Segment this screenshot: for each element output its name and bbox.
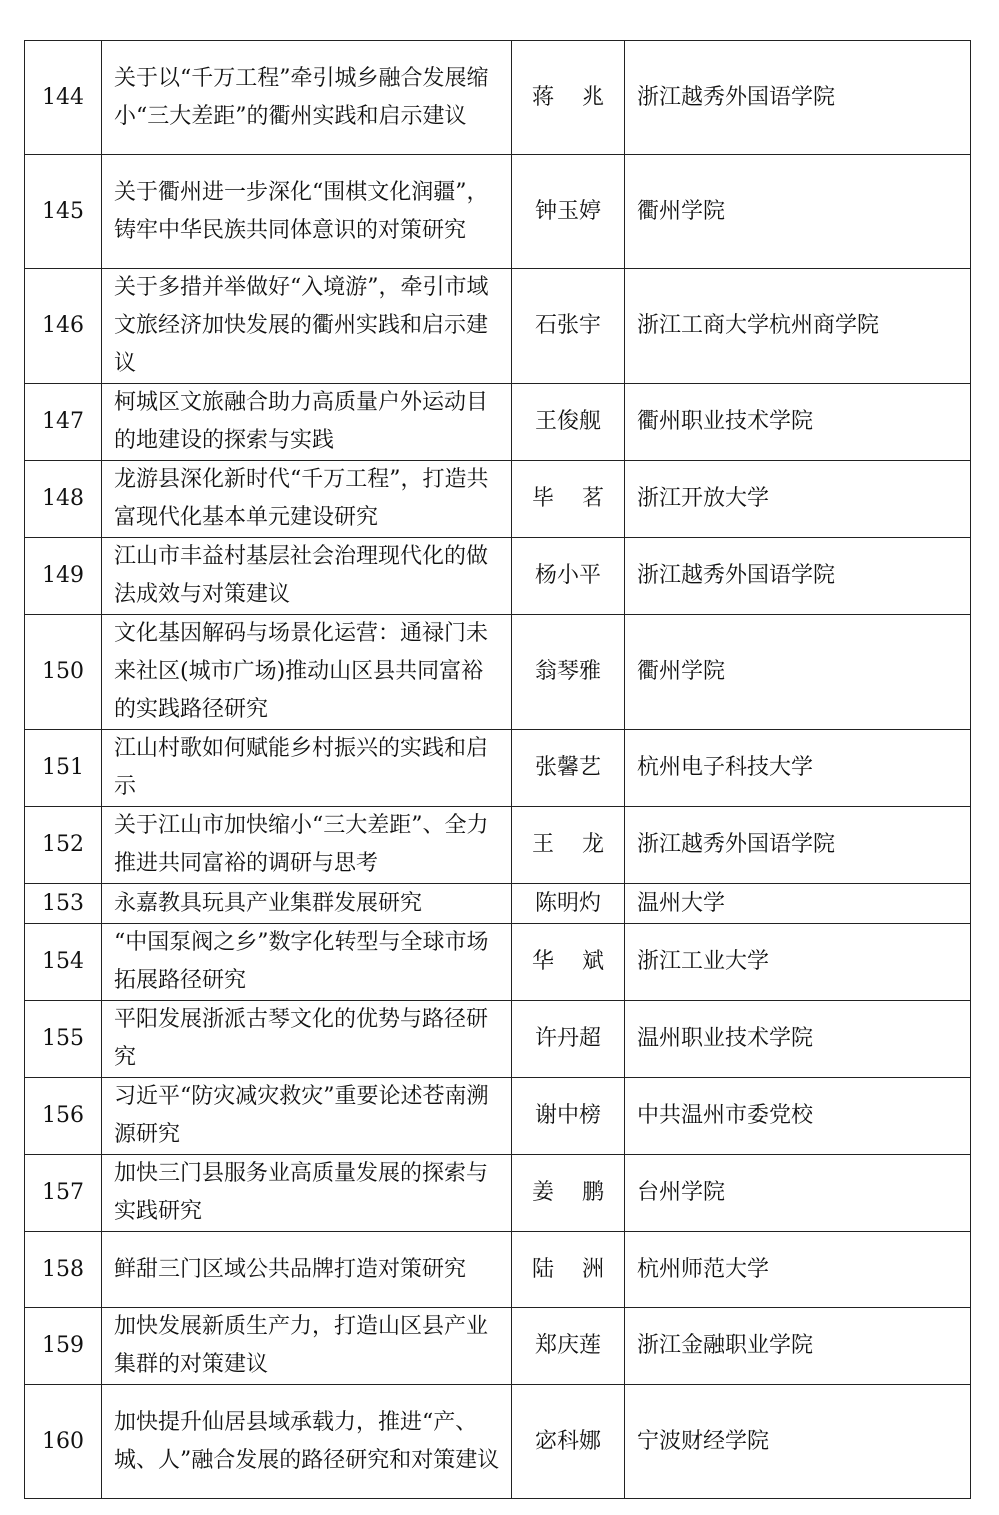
project-table-body [25,41,971,1499]
author-name-part: 斌 [582,949,605,974]
author-name-part: 洲 [582,1256,605,1282]
table-row [25,1155,971,1232]
table-row [25,155,971,269]
project-title: 永嘉教具玩具产业集群发展研究 [102,884,512,924]
author-name-part: 陈明灼 [534,890,601,916]
row-number: 156 [25,1078,102,1155]
project-title: 文化基因解码与场景化运营：通禄门未来社区(城市广场)推动山区县共同富裕的实践路径研究 [102,615,512,730]
row-number: 153 [25,884,102,924]
project-title: 江山村歌如何赋能乡村振兴的实践和启示 [102,730,512,807]
author-name-part: 华 [531,949,554,974]
project-title: 关于江山市加快缩小“三大差距”、全力推进共同富裕的调研与思考 [102,807,512,884]
author-name [512,1308,625,1385]
table-row [25,1385,971,1499]
author-name [512,807,625,884]
author-name-part: 王俊舰 [534,409,601,434]
author-name [512,1001,625,1078]
institution: 浙江开放大学 [625,461,971,538]
institution: 温州职业技术学院 [625,1001,971,1078]
table-row [25,924,971,1001]
author-name [512,384,625,461]
row-number: 148 [25,461,102,538]
author-name [512,1078,625,1155]
author-name [512,730,625,807]
author-name-part: 郑庆莲 [534,1333,601,1358]
project-title: 鲜甜三门区域公共品牌打造对策研究 [102,1232,512,1308]
author-name [512,538,625,615]
author-name [512,1155,625,1232]
table-row [25,615,971,730]
author-name-part: 陆 [531,1256,554,1282]
row-number: 159 [25,1308,102,1385]
author-name-part: 毕 [531,486,554,511]
institution: 浙江越秀外国语学院 [625,41,971,155]
institution: 衢州学院 [625,615,971,730]
institution: 温州大学 [625,884,971,924]
author-name-part: 龙 [582,832,605,857]
table-row [25,1232,971,1308]
institution: 浙江越秀外国语学院 [625,807,971,884]
author-name-part: 许丹超 [534,1026,601,1051]
author-name-part: 蒋 [531,84,554,110]
row-number: 149 [25,538,102,615]
row-number: 155 [25,1001,102,1078]
author-name-part: 鹏 [582,1180,605,1205]
author-name-part: 姜 [531,1180,554,1205]
table-row [25,884,971,924]
project-title: 关于衢州进一步深化“围棋文化润疆”，铸牢中华民族共同体意识的对策研究 [102,155,512,269]
project-title: 柯城区文旅融合助力高质量户外运动目的地建设的探索与实践 [102,384,512,461]
author-name-part: 张馨艺 [534,755,601,780]
table-row [25,269,971,384]
author-name-part: 石张宇 [534,313,601,338]
row-number: 157 [25,1155,102,1232]
author-name [512,1232,625,1308]
row-number: 147 [25,384,102,461]
author-name [512,1385,625,1499]
institution: 衢州学院 [625,155,971,269]
institution: 浙江工业大学 [625,924,971,1001]
institution: 台州学院 [625,1155,971,1232]
row-number: 151 [25,730,102,807]
institution: 中共温州市委党校 [625,1078,971,1155]
author-name [512,269,625,384]
institution: 宁波财经学院 [625,1385,971,1499]
row-number: 150 [25,615,102,730]
institution: 杭州师范大学 [625,1232,971,1308]
author-name-part: 谢中榜 [534,1103,601,1128]
author-name [512,155,625,269]
table-row [25,538,971,615]
row-number: 146 [25,269,102,384]
institution: 浙江工商大学杭州商学院 [625,269,971,384]
institution: 衢州职业技术学院 [625,384,971,461]
table-row [25,1078,971,1155]
author-name [512,615,625,730]
project-title: 江山市丰益村基层社会治理现代化的做法成效与对策建议 [102,538,512,615]
table-row [25,384,971,461]
project-title: 加快提升仙居县域承载力，推进“产、城、人”融合发展的路径研究和对策建议 [102,1385,512,1499]
author-name [512,884,625,924]
table-row [25,41,971,155]
author-name [512,924,625,1001]
institution: 浙江金融职业学院 [625,1308,971,1385]
row-number: 144 [25,41,102,155]
table-row [25,461,971,538]
author-name-part: 兆 [582,84,605,110]
table-row [25,1001,971,1078]
project-table [24,40,971,1499]
author-name [512,41,625,155]
institution: 浙江越秀外国语学院 [625,538,971,615]
table-row [25,730,971,807]
author-name-part: 王 [531,832,554,857]
author-name-part: 钟玉婷 [534,198,601,224]
table-row [25,1308,971,1385]
project-title: 习近平“防灾减灾救灾”重要论述苍南溯源研究 [102,1078,512,1155]
project-title: 加快三门县服务业高质量发展的探索与实践研究 [102,1155,512,1232]
project-title: 龙游县深化新时代“千万工程”，打造共富现代化基本单元建设研究 [102,461,512,538]
row-number: 158 [25,1232,102,1308]
institution: 杭州电子科技大学 [625,730,971,807]
author-name-part: 翁琴雅 [534,659,601,684]
author-name-part: 宓科娜 [534,1428,601,1454]
project-title: 关于以“千万工程”牵引城乡融合发展缩小“三大差距”的衢州实践和启示建议 [102,41,512,155]
author-name-part: 杨小平 [534,563,601,588]
author-name [512,461,625,538]
project-title: 加快发展新质生产力，打造山区县产业集群的对策建议 [102,1308,512,1385]
project-title: 关于多措并举做好“入境游”，牵引市域文旅经济加快发展的衢州实践和启示建议 [102,269,512,384]
row-number: 152 [25,807,102,884]
project-title: 平阳发展浙派古琴文化的优势与路径研究 [102,1001,512,1078]
author-name-part: 茗 [582,486,605,511]
row-number: 145 [25,155,102,269]
table-row [25,807,971,884]
project-title: “中国泵阀之乡”数字化转型与全球市场拓展路径研究 [102,924,512,1001]
row-number: 160 [25,1385,102,1499]
row-number: 154 [25,924,102,1001]
